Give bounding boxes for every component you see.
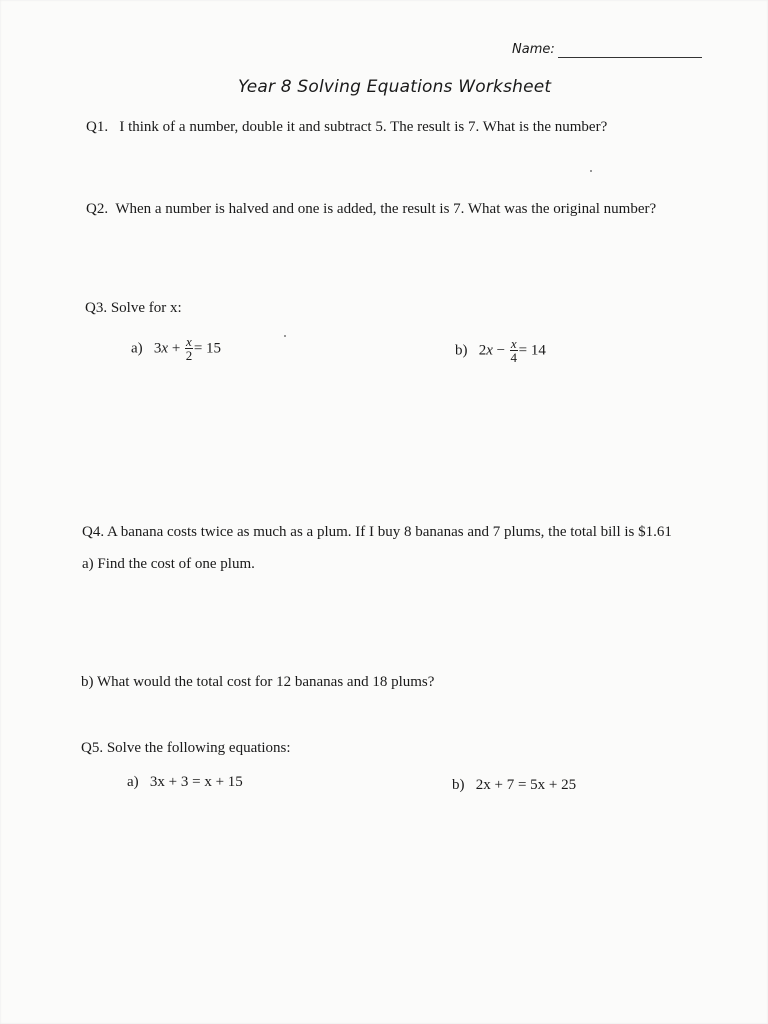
question-5-prompt: Q5. Solve the following equations:: [81, 740, 291, 756]
question-4a-text: a) Find the cost of one plum.: [82, 556, 255, 572]
question-1-text: I think of a number, double it and subtract 5. The result is 7. What is the number?: [119, 119, 608, 135]
question-3b-fraction: $\frac{x}{4}$: [510, 336, 518, 365]
question-2: [86, 201, 656, 218]
scan-speck: [284, 335, 286, 337]
question-3a-equation: a) 3x + $\frac{x}{2}$ = 15: [131, 334, 222, 363]
question-4b-text: b) What would the total cost for 12 bananas and 18 plums?: [81, 674, 435, 690]
question-1: [86, 119, 607, 136]
name-label: Name:: [512, 42, 555, 57]
question-5a-equation: a) 3x + 3 = x + 15: [127, 774, 243, 790]
question-3b-equation: b) 2x − $\frac{x}{4}$ = 14: [455, 336, 546, 365]
question-3-prompt: Q3. Solve for x:: [85, 300, 182, 316]
question-5b-equation: b) 2x + 7 = 5x + 25: [452, 777, 577, 793]
question-3a-label: a): [131, 340, 143, 357]
question-3a-fraction: $\frac{x}{2}$: [185, 334, 193, 363]
name-line: [558, 57, 702, 58]
question-5a-label: a): [127, 774, 139, 790]
scan-speck: [590, 170, 592, 172]
question-2-text: When a number is halved and one is added, the result is 7. What was the original number?: [115, 201, 657, 217]
question-3b-label: b): [455, 342, 468, 359]
question-1-number: Q1.: [86, 119, 109, 135]
question-5b-label: b): [452, 777, 465, 793]
question-4-text: Q4. A banana costs twice as much as a plum. If I buy 8 bananas and 7 plums, the total bill is $1.61: [82, 524, 672, 540]
question-2-number: Q2.: [86, 201, 109, 217]
worksheet-title: Year 8 Solving Equations Worksheet: [238, 77, 552, 97]
